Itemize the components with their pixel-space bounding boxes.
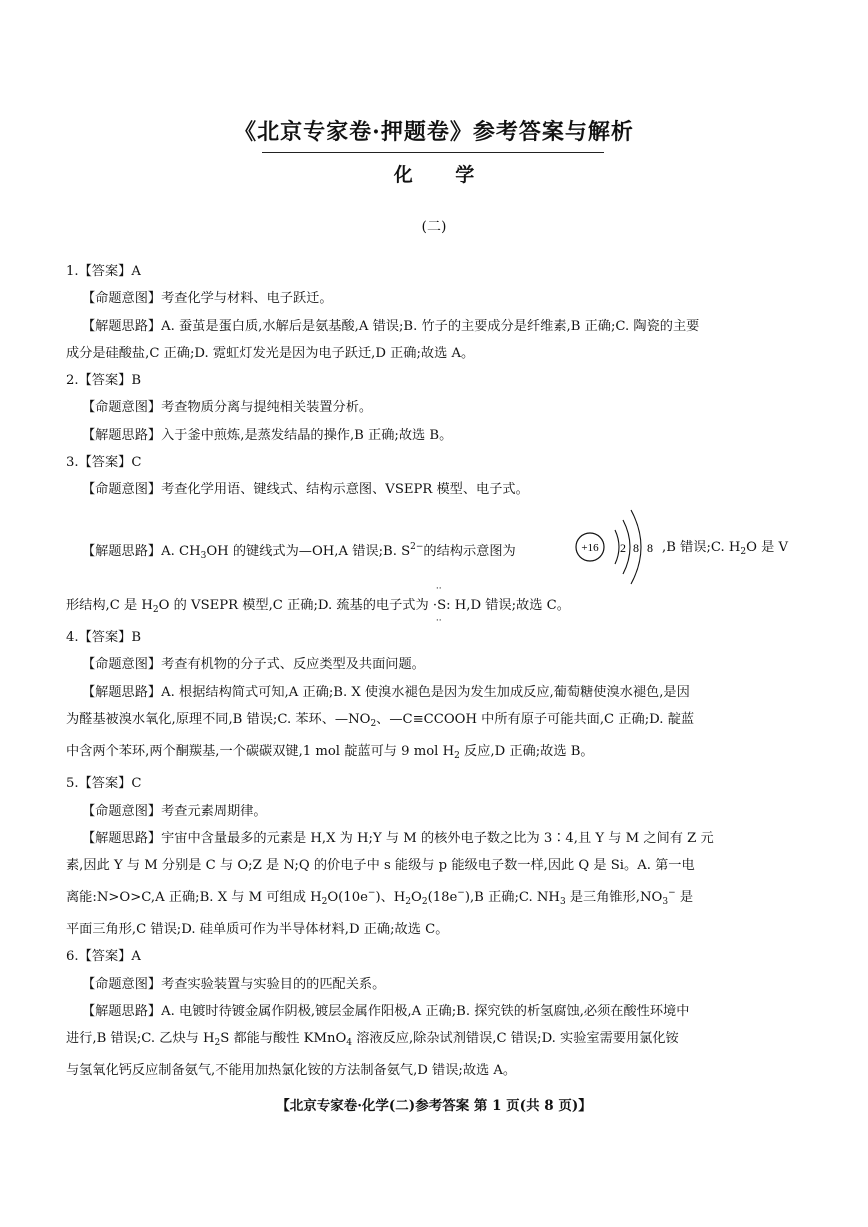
q3-analysis-text: 【解题思路】A. $CH_3OH$ 的键线式为—OH,A 错误;B. $S^{2-}$的结构示意图为 bbox=[82, 541, 516, 561]
q2-intent: 【命题意图】考查物质分离与提纯相关装置分析。 bbox=[82, 400, 373, 416]
paper-number: (二) bbox=[421, 219, 447, 235]
q6-analysis-line2: 进行,B 错误;C. 乙炔与 $H_2S$ 都能与酸性 KMnO$_4$ 溶液反应,除杂试剂错误,C 错误;D. 实验室需要用氯化铵 bbox=[66, 1031, 679, 1049]
q6-intent: 【命题意图】考查实验装置与实验目的的匹配关系。 bbox=[82, 976, 386, 992]
thiol-electron-formula: ·· ·S ·· bbox=[432, 583, 447, 626]
q5-analysis-line2: 素,因此 Y 与 M 分别是 C 与 O;Z 是 N;Q 的价电子中 s 能级与 p 能级电子数一样,因此 Q 是 Si。A. 第一电 bbox=[66, 858, 695, 874]
q6-analysis-line1: 【解题思路】A. 电镀时待镀金属作阴极,镀层金属作阳极,A 正确;B. 探究铁的析氢腐蚀,必须在酸性环境中 bbox=[82, 1003, 690, 1019]
q4-answer: 4.【答案】B bbox=[66, 629, 142, 645]
q4-intent: 【命题意图】考查有机物的分子式、反应类型及共面问题。 bbox=[82, 657, 425, 673]
q3-analysis-line1 bbox=[82, 508, 802, 586]
q2-analysis-line1: 【解题思路】入于釜中煎炼,是蒸发结晶的操作,B 正确;故选 B。 bbox=[82, 427, 453, 443]
q3-analysis-after: ,B 错误;C. $H_2O$ 是 V bbox=[662, 539, 789, 557]
page-footer: 【北京专家卷·化学(二)参考答案 第 1 页(共 8 页)】 bbox=[276, 1098, 592, 1114]
q4-analysis-line1: 【解题思路】A. 根据结构简式可知,A 正确;B. X 使溴水褪色是因为发生加成反应,葡萄糖使溴水褪色,是因 bbox=[82, 684, 690, 700]
q5-intent: 【命题意图】考查元素周期律。 bbox=[82, 803, 267, 819]
q5-answer: 5.【答案】C bbox=[66, 776, 142, 792]
subject-heading: 化 学 bbox=[393, 164, 493, 186]
q3-intent: 【命题意图】考查化学用语、键线式、结构示意图、VSEPR 模型、电子式。 bbox=[82, 482, 529, 498]
q3-answer: 3.【答案】C bbox=[66, 455, 142, 471]
q6-answer: 6.【答案】A bbox=[66, 949, 141, 965]
q5-analysis-line1: 【解题思路】宇宙中含量最多的元素是 H,X 为 H;Y 与 M 的核外电子数之比为 3∶4,且 Y 与 M 之间有 Z 元 bbox=[82, 831, 714, 847]
shell-3-count: 8 bbox=[647, 540, 653, 555]
q1-answer: 1.【答案】A bbox=[66, 264, 141, 279]
page-title: 《北京专家卷·押题卷》参考答案与解析 bbox=[234, 119, 634, 145]
title-underline bbox=[262, 152, 604, 153]
q2-answer: 2.【答案】B bbox=[66, 373, 142, 389]
nucleus-charge: +16 bbox=[581, 541, 599, 554]
q5-analysis-line3: 离能:N>O>C,A 正确;B. X 与 M 可组成 $H_2O(10e^-)$、$H_2O_2(18e^-),B$ 正确;C. $NH_3$ 是三角锥形$,NO_3^-$ 是 bbox=[66, 887, 694, 907]
q6-analysis-line3: 与氢氧化钙反应制备氨气,不能用加热氯化铵的方法制备氨气,D 错误;故选 A。 bbox=[66, 1063, 517, 1079]
q4-analysis-line2: 为醛基被溴水氧化,原理不同,B 错误;C. 苯环、$—NO_2$、—C≡CCOOH 中所有原子可能共面,C 正确;D. 靛蓝 bbox=[66, 711, 695, 729]
q5-analysis-line4: 平面三角形,C 错误;D. 硅单质可作为半导体材料,D 正确;故选 C。 bbox=[66, 921, 449, 937]
q1-intent: 【命题意图】考查化学与材料、电子跃迁。 bbox=[82, 291, 333, 307]
shell-1-count: 2 bbox=[620, 540, 626, 555]
electron-shell-1 bbox=[615, 530, 619, 564]
q1-analysis-line2: 成分是硅酸盐,C 正确;D. 霓虹灯发光是因为电子跃迁,D 正确;故选 A。 bbox=[66, 345, 475, 361]
answer-content bbox=[66, 258, 802, 1085]
q4-analysis-line3: 中含两个苯环,两个酮羰基,一个碳碳双键,1 mol 靛蓝可与 9 mol $H_2$ 反应,D 正确;故选 B。 bbox=[66, 744, 594, 762]
shell-2-count: 8 bbox=[633, 540, 639, 555]
q1-analysis-line1: 【解题思路】A. 蚕茧是蛋白质,水解后是氨基酸,A 错误;B. 竹子的主要成分是纤维素,B 正确;C. 陶瓷的主要 bbox=[82, 318, 700, 334]
q3-analysis-line2: 形结构,C 是 $H_2O$ 的 VSEPR 模型,C 正确;D. 巯基的电子式为 ·· ·S ·· : H,D 错误;故选 C。 bbox=[66, 583, 570, 626]
sulfide-ion-structure-diagram bbox=[575, 508, 665, 586]
